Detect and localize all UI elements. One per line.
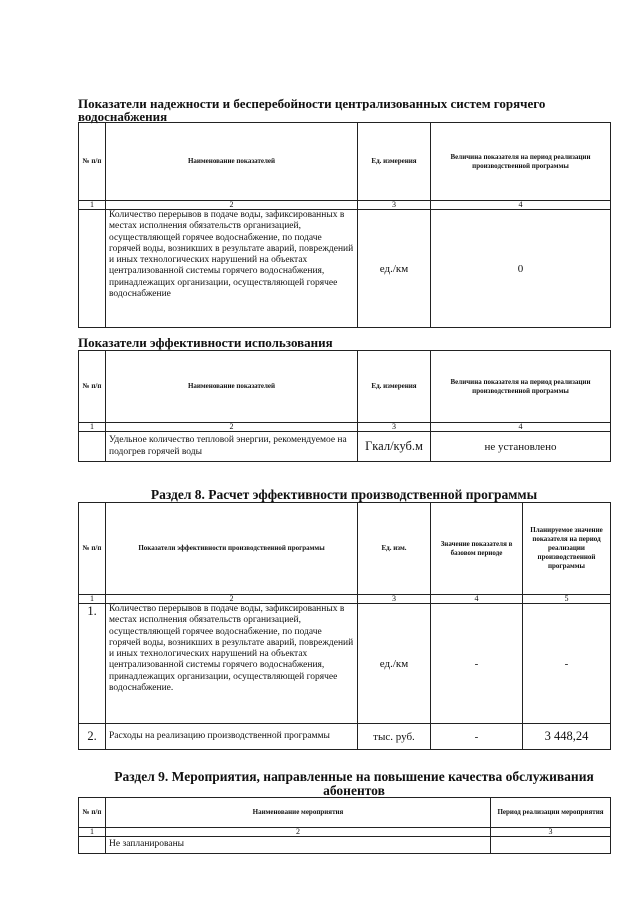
header-planned: Планируемое значение показателя на период реализации производственной программы: [523, 503, 611, 595]
reliability-title-line2: водоснабжения: [78, 109, 168, 124]
header-num: № п/п: [79, 123, 106, 201]
header-name: Наименование показателей: [106, 351, 358, 423]
row-planned: -: [523, 604, 611, 724]
row-unit: тыс. руб.: [358, 724, 431, 750]
col-number: 3: [358, 423, 431, 432]
col-number: 2: [106, 201, 358, 210]
col-number: 3: [491, 828, 611, 837]
section9-title-line2: абонентов: [323, 783, 385, 798]
row-period: [491, 837, 611, 854]
column-number-row: [79, 595, 611, 604]
table-row: [79, 210, 611, 328]
header-num: № п/п: [79, 503, 106, 595]
header-value: Величина показателя на период реализации производственной программы: [431, 123, 611, 201]
col-number: 2: [106, 595, 358, 604]
table-header-row: [79, 351, 611, 423]
table-row: [79, 724, 611, 750]
row-num: [79, 432, 106, 462]
row-value: не установлено: [431, 432, 611, 462]
col-number: 1: [79, 423, 106, 432]
col-number: 4: [431, 423, 611, 432]
column-number-row: [79, 423, 611, 432]
row-name: Удельное количество тепловой энергии, рекомендуемое на подогрев горячей воды: [106, 432, 358, 462]
section8-title: Раздел 8. Расчет эффективности производственной программы: [150, 487, 538, 502]
efficiency-use-title: Показатели эффективности использования: [78, 335, 333, 350]
column-number-row: [79, 201, 611, 210]
row-name: Количество перерывов в подаче воды, зафиксированных в местах исполнения обязательств организацией, осуществляющей горячее водоснабжение, по подаче горячей воды, возникших в результате аварий, повреждений и иных технологических нарушений на объектах централизованной системы горячего водоснабжения, принадлежащих организации, осуществляющей горячее водоснабжение: [106, 210, 358, 328]
header-base: Значение показателя в базовом периоде: [431, 503, 523, 595]
section9-table: [78, 797, 611, 854]
row-base: -: [431, 604, 523, 724]
header-name: Показатели эффективности производственной программы: [106, 503, 358, 595]
col-number: 1: [79, 201, 106, 210]
row-unit: ед./км: [358, 210, 431, 328]
row-num: 2.: [79, 724, 106, 750]
header-unit: Ед. измерения: [358, 351, 431, 423]
table-header-row: [79, 123, 611, 201]
reliability-table: [78, 122, 611, 328]
column-number-row: [79, 828, 611, 837]
section9-title-line1: Раздел 9. Мероприятия, направленные на повышение качества обслуживания: [114, 769, 594, 784]
reliability-title: [78, 97, 618, 123]
section9-title: [78, 770, 630, 798]
col-number: 4: [431, 201, 611, 210]
row-num: [79, 837, 106, 854]
col-number: 3: [358, 595, 431, 604]
header-num: № п/п: [79, 798, 106, 828]
table-row: [79, 432, 611, 462]
row-name: Расходы на реализацию производственной программы: [106, 724, 358, 750]
table-row: [79, 837, 611, 854]
table-row: [79, 604, 611, 724]
col-number: 1: [79, 828, 106, 837]
row-unit: ед./км: [358, 604, 431, 724]
section8-table: [78, 502, 611, 750]
row-name: Количество перерывов в подаче воды, зафиксированных в местах исполнения обязательств организацией, осуществляющей горячее водоснабжение, по подаче горячей воды, возникших в результате аварий, повреждений и иных технологических нарушений на объектах централизованной системы горячего водоснабжения, принадлежащих организации, осуществляющей горячее водоснабжение.: [106, 604, 358, 724]
col-number: 4: [431, 595, 523, 604]
reliability-title-line1: Показатели надежности и бесперебойности централизованных систем горячего: [78, 96, 546, 111]
header-period: Период реализации мероприятия: [491, 798, 611, 828]
row-unit: Гкал/куб.м: [358, 432, 431, 462]
row-value: 0: [431, 210, 611, 328]
col-number: 3: [358, 201, 431, 210]
col-number: 2: [106, 423, 358, 432]
row-base: -: [431, 724, 523, 750]
header-name: Наименование мероприятия: [106, 798, 491, 828]
row-name: Не запланированы: [106, 837, 491, 854]
header-value: Величина показателя на период реализации производственной программы: [431, 351, 611, 423]
row-planned: 3 448,24: [523, 724, 611, 750]
header-num: № п/п: [79, 351, 106, 423]
header-unit: Ед. измерения: [358, 123, 431, 201]
col-number: 5: [523, 595, 611, 604]
col-number: 1: [79, 595, 106, 604]
col-number: 2: [106, 828, 491, 837]
header-name: Наименование показателей: [106, 123, 358, 201]
row-num: [79, 210, 106, 328]
table-header-row: [79, 798, 611, 828]
table-header-row: [79, 503, 611, 595]
header-unit: Ед. изм.: [358, 503, 431, 595]
efficiency-use-table: [78, 350, 611, 462]
row-num: 1.: [79, 604, 106, 724]
